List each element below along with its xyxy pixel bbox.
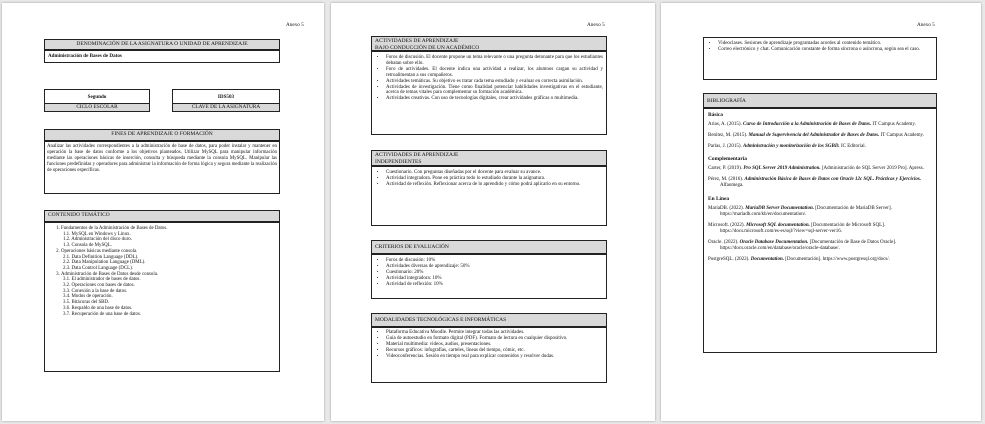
list-item: • Videoclases. Sesiones de aprendizaje programadas acordes al contenido temático. xyxy=(718,41,933,47)
topic-title: Operaciones básicas mediante consola. xyxy=(61,248,138,254)
key-label: CLAVE DE LA ASIGNATURA xyxy=(173,103,279,111)
cycle-value: Segundo xyxy=(87,94,107,100)
reference-title: Administración y monitorización de los SGBD. xyxy=(743,144,840,150)
annex-label: Anexo 5 xyxy=(286,22,304,28)
reference-entry: PostgreSQL. (2022). Documentation. [Documentación]. https://www.postgresql.org/docs/. xyxy=(708,257,890,263)
complementary-label: Complementaria xyxy=(708,156,747,163)
list-item: • Actividad integradora. Pone en práctica todo lo estudiado durante la asignatura. xyxy=(386,176,603,182)
online-refs xyxy=(708,206,933,264)
subtopic-item: 2.1. Data Definition Language (DDL). xyxy=(63,254,139,260)
reference-title: Oracle Database Documentation. xyxy=(739,239,809,245)
denomination-header: DENOMINACIÓN DE LA ASIGNATURA O UNIDAD DE APRENDIZAJE xyxy=(44,39,280,50)
topic-list xyxy=(45,223,279,317)
list-item: • Foros de discusión. El docente propone un tema relevante o una pregunta detonante para que los estudiantes debatan sobre ello. xyxy=(386,55,603,67)
content-header: CONTENIDO TEMÁTICO xyxy=(44,210,280,222)
subtopic-item: 3.6. Respaldo de una base de datos. xyxy=(63,305,133,311)
tech-list xyxy=(372,328,606,360)
list-item: • Videoconferencias. Sesión en tiempo real para explicar contenidos y resolver dudas. xyxy=(386,354,603,360)
reference-title: Pro SQL Server 2019 Administration. xyxy=(743,166,821,172)
list-item: • Actividades diversas de aprendizaje: 50% xyxy=(386,264,606,270)
document-page-1 xyxy=(2,3,324,421)
list-item: • Actividades de investigación. Tiene como finalidad potenciar habilidades investigativas en el estudiante, acerca de temas vitales para complementar su formación académica. xyxy=(386,85,603,97)
reference-title: MariaDB Server Documentation. xyxy=(745,205,814,211)
subject-name: Administración de Bases de Datos xyxy=(48,53,122,59)
reference-title: Administración Básica de Bases de Datos con Oracle 12c SQL. Prácticas y Ejercicios. xyxy=(744,177,922,183)
cycle-label: CICLO ESCOLAR xyxy=(45,103,149,111)
aims-header: FINES DE APRENDIZAJE O FORMACIÓN xyxy=(44,129,280,141)
reference-title: Microsoft SQL documentation. xyxy=(746,222,810,228)
subtopic-item: 3.4. Modos de operación. xyxy=(63,294,113,300)
subtopic-item: 3.2. Operaciones con bases de datos. xyxy=(63,283,135,289)
list-item: • Plataforma Educativa Moodle. Permite integrar todas las actividades. xyxy=(386,330,603,336)
subtopic-item: 2.3. Data Control Language (DCL). xyxy=(63,265,133,271)
list-item: • Actividad de reflexión. Reflexionar acerca de lo aprendido y cómo podrá aplicarlo en su entorno. xyxy=(386,182,603,188)
cycle-box xyxy=(44,89,150,112)
key-value: IDS503 xyxy=(217,94,235,100)
document-page-2 xyxy=(331,3,655,421)
evaluation-list xyxy=(372,255,606,288)
bibliography-box xyxy=(703,108,937,353)
annex-label: Anexo 5 xyxy=(917,22,935,28)
evaluation-header xyxy=(371,240,607,254)
tech-header xyxy=(371,313,607,327)
subtopic-item: 1.3. Consola de MySQL. xyxy=(63,243,112,249)
list-item: • Foros de discusión: 10% xyxy=(386,258,606,264)
document-page-3 xyxy=(661,3,981,421)
list-item: • Recursos gráficos: infografías, carteles, líneas del tiempo, cómic, etc. xyxy=(386,348,603,354)
subtopic-item: 3.3. Conexión a la base de datos. xyxy=(63,288,128,294)
topic-item xyxy=(61,272,279,318)
list-item: • Actividades temáticas. Su objetivo es tratar cada tema estudiado y evaluar en correcta asimilación. xyxy=(386,79,603,85)
list-item: • Material multimedia: videos, audios, presentaciones. xyxy=(386,342,603,348)
key-box xyxy=(172,89,280,112)
subtopic-item: 1.1. MySQL en Windows y Linux. xyxy=(63,231,131,237)
reference-entry: Oracle. (2022). Oracle Database Documentation. [Documentación de Base de Datos Oracle]. https://docs.oracle.com/en/database/oracle/oracle-database/. xyxy=(708,239,897,252)
activities-header-line-2: BAJO CONDUCCIÓN DE UN ACADÉMICO xyxy=(375,44,480,51)
activities-list xyxy=(372,52,606,102)
tech-continued-list xyxy=(704,38,936,53)
subtopic-item: 3.5. Bitácoras del SBD. xyxy=(63,300,110,306)
independent-list xyxy=(372,167,606,188)
topic-item xyxy=(61,226,279,249)
content-box xyxy=(44,222,280,372)
list-item: • Foro de actividades. El docente indica una actividad a realizar, los alumnos cargan su actividad y retroalimentan a sus compañeros. xyxy=(386,67,603,79)
list-item: • Correo electrónico y chat. Comunicación constante de forma síncrona o asíncrona, según sea el caso. xyxy=(718,47,933,53)
basic-label: Básica xyxy=(708,112,723,118)
reference-entry: Carter, P. (2019). Pro SQL Server 2019 Administration. [Administración de SQL Server 2019 Pro]. Apress. xyxy=(708,166,924,172)
reference-entry: Pérez, M. (2016). Administración Básica de Bases de Datos con Oracle 12c SQL. Prácticas y Ejercicios. Alfaomega. xyxy=(708,177,922,189)
reference-entry: Parlas, J. (2015). Administración y monitorización de los SGBD. IC Editorial. xyxy=(708,144,866,150)
independent-box xyxy=(371,166,607,226)
bibliography-header-text: BIBLIOGRAFÍA xyxy=(707,98,746,104)
aims-text: Analizar las actividades correspondientes a la administración de base de datos, para poder instalar y mantener en operación la base de datos conforme a los objetivos planteados. Utilizar MySQL para manipular información mediante las operaciones básicas de inserción, consulta y búsqueda mediante la consola MySQL. Manipular las funciones predefinidas y operadores para administrar la información de forma lógica y segura mediante la realización de operaciones específicas. xyxy=(47,144,277,173)
reference-title: Curso de Introducción a la Administración de Bases de Datos. xyxy=(743,122,872,127)
topic-title: Administración de Bases de Datos desde consola. xyxy=(61,271,159,277)
topic-title: Fundamentos de la Administración de Bases de Datos. xyxy=(61,226,168,231)
subject-name-box xyxy=(44,50,280,63)
subtopic-item: 3.1. El administrador de bases de datos. xyxy=(63,277,141,283)
bibliography-header xyxy=(703,93,937,108)
reference-entry: Arias, A. (2015). Curso de Introducción a la Administración de Bases de Datos. IT Campus Academy. xyxy=(708,122,916,127)
subtopic-item: 3.7. Recuperación de una base de datos. xyxy=(63,311,142,317)
annex-label: Anexo 5 xyxy=(587,22,605,28)
basic-refs xyxy=(708,122,933,150)
evaluation-box xyxy=(371,254,607,299)
activities-header-line-1: ACTIVIDADES DE APRENDIZAJE xyxy=(375,38,459,44)
list-item: • Guía de autoestudio en formato digital (PDF). Formato de lectura en cualquier dispositivo. xyxy=(386,336,603,342)
list-item: • Actividades creativas. Con uso de tecnologías digitales, crear actividades gráficas o multimedia. xyxy=(386,96,603,102)
tech-header-text: MODALIDADES TECNOLÓGICAS E INFORMÁTICAS xyxy=(375,317,507,323)
independent-header-line-2: INDEPENDIENTES xyxy=(375,158,422,165)
subtopic-item: 1.2. Administración del disco duro. xyxy=(63,237,132,243)
tech-box xyxy=(371,327,607,383)
list-item: • Actividad integradora: 10% xyxy=(386,276,606,282)
online-label: En Línea xyxy=(708,195,730,202)
reference-title: Manual de Supervivencia del Administrador de Bases de Datos. xyxy=(748,133,880,139)
list-item: • Cuestionario. Con preguntas diseñadas por el docente para evaluar su avance. xyxy=(386,170,603,176)
independent-header-line-1: ACTIVIDADES DE APRENDIZAJE xyxy=(375,152,459,158)
activities-header xyxy=(371,36,607,51)
tech-continued-box xyxy=(703,37,937,80)
reference-entry: Microsoft. (2022). Microsoft SQL documentation. [Documentación de Microsoft SQL]. https://docs.microsoft.com/es-es/sql/?view=sql-server-ver16. xyxy=(708,222,886,234)
complementary-refs xyxy=(708,166,933,189)
reference-title: Documentation. xyxy=(750,257,784,263)
evaluation-header-text: CRITERIOS DE EVALUACIÓN xyxy=(375,244,449,250)
activities-box xyxy=(371,51,607,135)
independent-header xyxy=(371,150,607,166)
aims-box xyxy=(44,141,280,194)
subtopic-item: 2.2. Data Manipulation Language (DML). xyxy=(63,260,146,266)
reference-entry: Benítez, M. (2015). Manual de Supervivencia del Administrador de Bases de Datos. IT Campus Academy. xyxy=(708,133,924,139)
list-item: • Actividad de reflexión: 10% xyxy=(386,282,606,288)
list-item: • Cuestionario: 20% xyxy=(386,270,606,276)
topic-item xyxy=(61,249,279,272)
reference-entry: MariaDB. (2022). MariaDB Server Documentation. [Documentación de MariaDB Server]. https://mariadb.com/kb/en/documentation/. xyxy=(708,205,892,217)
